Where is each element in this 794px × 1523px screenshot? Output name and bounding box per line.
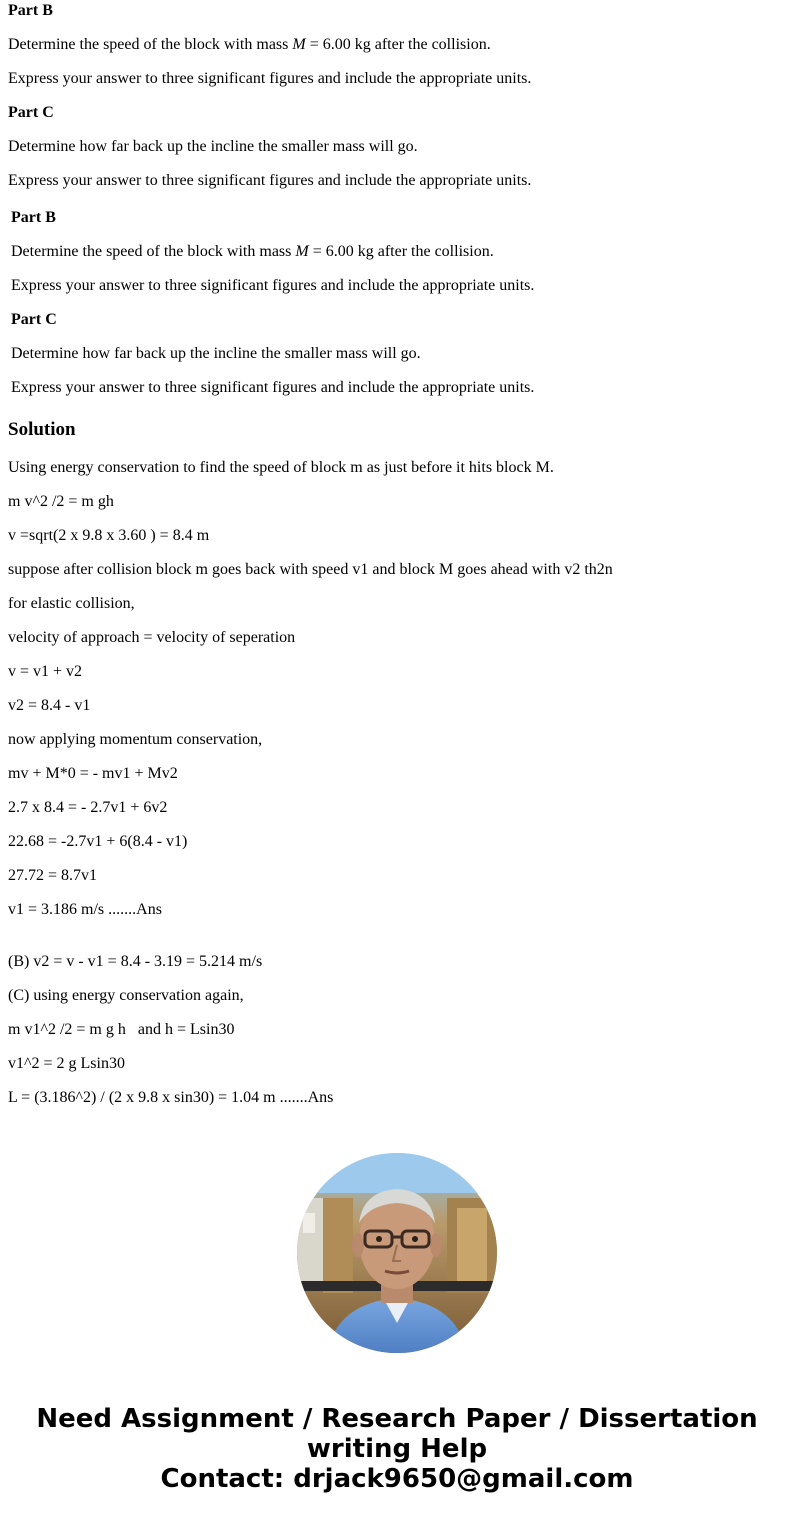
solution-answer-c: L = (3.186^2) / (2 x 9.8 x sin30) = 1.04 m .......Ans — [8, 1089, 334, 1106]
part-c-question-repeat: Determine how far back up the incline the smaller mass will go. — [11, 345, 421, 362]
solution-answer-b: (B) v2 = v - v1 = 8.4 - 3.19 = 5.214 m/s — [8, 953, 263, 970]
solution-line: mv + M*0 = - mv1 + Mv2 — [8, 765, 178, 782]
promo-line-1: Need Assignment / Research Paper / Dissertation — [36, 1404, 758, 1434]
solution-line: Using energy conservation to find the speed of block m as just before it hits block M. — [8, 459, 554, 476]
solution-line: v =sqrt(2 x 9.8 x 3.60 ) = 8.4 m — [8, 527, 210, 544]
solution-line: m v^2 /2 = m gh — [8, 493, 114, 510]
solution-line: 2.7 x 8.4 = - 2.7v1 + 6v2 — [8, 799, 168, 816]
solution-line: m v1^2 /2 = m g h and h = Lsin30 — [8, 1021, 235, 1038]
part-c-label: Part C — [8, 104, 54, 121]
part-c-label-repeat: Part C — [11, 311, 57, 328]
solution-line: now applying momentum conservation, — [8, 731, 263, 748]
mass-variable-repeat: M — [295, 243, 309, 260]
part-c-instruction: Express your answer to three significant figures and include the appropriate units. — [8, 172, 532, 189]
promo-line-2: writing Help — [306, 1434, 488, 1464]
part-c-instruction-repeat: Express your answer to three significant figures and include the appropriate units. — [11, 379, 535, 396]
part-b-label-repeat: Part B — [11, 209, 56, 226]
solution-heading: Solution — [8, 419, 76, 440]
solution-line: 27.72 = 8.7v1 — [8, 867, 98, 884]
part-b-text-pre-repeat: Determine the speed of the block with mass — [11, 243, 296, 260]
solution-line: v1^2 = 2 g Lsin30 — [8, 1055, 125, 1072]
solution-line: for elastic collision, — [8, 595, 135, 612]
part-b-text-post-repeat: = 6.00 kg after the collision. — [308, 243, 494, 260]
solution-line: v2 = 8.4 - v1 — [8, 697, 91, 714]
solution-line: velocity of approach = velocity of seperation — [8, 629, 296, 646]
part-b-text-post: = 6.00 kg after the collision. — [305, 36, 491, 53]
part-c-question: Determine how far back up the incline the smaller mass will go. — [8, 138, 418, 155]
part-b-instruction-repeat: Express your answer to three significant figures and include the appropriate units. — [11, 277, 535, 294]
part-b-instruction: Express your answer to three significant figures and include the appropriate units. — [8, 70, 532, 87]
solution-answer-a: v1 = 3.186 m/s .......Ans — [8, 901, 162, 918]
tutor-avatar — [297, 1153, 497, 1353]
part-b-text-pre: Determine the speed of the block with mass — [8, 36, 293, 53]
promo-contact: Contact: drjack9650@gmail.com — [160, 1464, 634, 1494]
solution-line: (C) using energy conservation again, — [8, 987, 244, 1004]
part-b-question-repeat — [11, 242, 494, 262]
part-b-label: Part B — [8, 2, 53, 19]
solution-line: v = v1 + v2 — [8, 663, 83, 680]
solution-line: 22.68 = -2.7v1 + 6(8.4 - v1) — [8, 833, 188, 850]
solution-line: suppose after collision block m goes back with speed v1 and block M goes ahead with v2 th2n — [8, 561, 613, 578]
part-b-question — [8, 35, 491, 55]
tutor-photo-icon — [297, 1153, 497, 1353]
mass-variable: M — [292, 36, 306, 53]
